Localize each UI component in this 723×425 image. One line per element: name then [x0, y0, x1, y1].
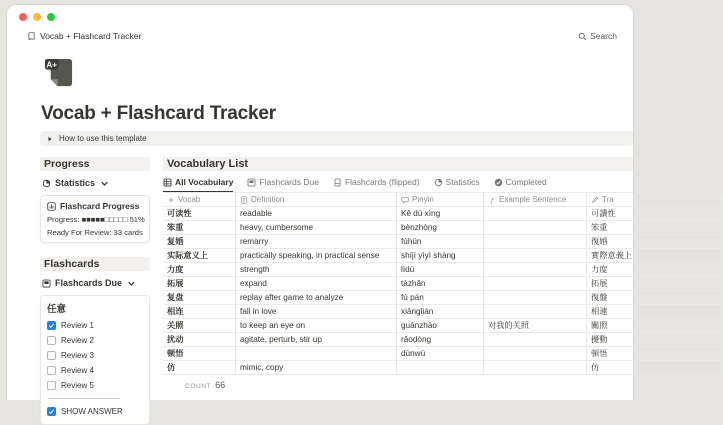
cell-traditional[interactable]: 力度 — [587, 263, 723, 276]
tab-label: Flashcards Due — [259, 177, 319, 187]
page-icon-text: A+ — [46, 60, 58, 70]
breadcrumb[interactable] — [27, 31, 141, 41]
cell-example[interactable] — [484, 235, 587, 248]
cell-pinyin[interactable]: rǎodòng — [397, 333, 484, 346]
cell-traditional[interactable]: 關照 — [587, 319, 723, 332]
close-window-button[interactable] — [19, 13, 27, 21]
cell-traditional[interactable]: 拓展 — [587, 277, 723, 290]
show-answer-checkbox[interactable] — [47, 407, 56, 416]
review-checkbox[interactable] — [47, 366, 56, 375]
cell-vocab[interactable]: 可读性 — [163, 207, 236, 220]
cell-definition[interactable]: remarry — [236, 235, 397, 248]
tab-label: Flashcards (flipped) — [344, 177, 420, 187]
cell-pinyin[interactable]: dùnwù — [397, 347, 484, 360]
cell-definition[interactable]: replay after game to analyze — [236, 291, 397, 304]
speech-icon — [401, 196, 409, 204]
svg-text:ƒ: ƒ — [490, 196, 494, 204]
cell-example[interactable] — [484, 361, 587, 374]
column-label: Tra — [602, 195, 614, 204]
count-row[interactable] — [163, 380, 633, 390]
cell-vocab[interactable]: 力度 — [163, 263, 236, 276]
check-icon — [48, 322, 55, 329]
triangle-right-icon — [47, 136, 53, 142]
page-title: Vocab + Flashcard Tracker — [41, 103, 276, 124]
cell-vocab[interactable]: 仿 — [163, 361, 236, 374]
flashcards-heading: Flashcards — [40, 257, 150, 271]
ready-for-review-text: Ready For Review: 33 cards — [47, 228, 143, 237]
cell-traditional[interactable]: 可讀性 — [587, 207, 723, 220]
tab-statistics[interactable] — [434, 177, 480, 191]
column-header-vocab[interactable] — [163, 193, 236, 206]
window-controls — [19, 13, 55, 21]
divider — [48, 398, 120, 399]
cell-pinyin[interactable]: Kě dú xìng — [397, 207, 484, 220]
column-header-tra[interactable] — [587, 193, 723, 206]
statistics-view-label: Statistics — [55, 178, 96, 188]
column-label: Example Sentence — [499, 195, 567, 204]
table-row — [163, 361, 723, 375]
review-list — [47, 318, 143, 393]
cell-pinyin[interactable]: xiānglián — [397, 305, 484, 318]
table-row — [163, 305, 723, 319]
cell-example[interactable] — [484, 333, 587, 346]
toggle-label: How to use this template — [59, 134, 147, 143]
tab-completed[interactable] — [494, 177, 547, 191]
cell-example[interactable] — [484, 305, 587, 318]
sidebar — [40, 157, 150, 425]
column-header-example-sentence[interactable] — [484, 193, 587, 206]
show-answer-label: SHOW ANSWER — [61, 407, 123, 416]
gallery-icon — [247, 178, 256, 187]
cell-definition[interactable]: readable — [236, 207, 397, 220]
table-row — [163, 249, 723, 263]
cell-pinyin[interactable]: shíjì yìyì shàng — [397, 249, 484, 262]
count-value: 66 — [215, 380, 226, 390]
table-row — [163, 333, 723, 347]
book-icon — [27, 32, 36, 41]
cell-example[interactable] — [484, 249, 587, 262]
minimize-window-button[interactable] — [33, 13, 41, 21]
tab-all-vocabulary[interactable] — [163, 177, 233, 192]
table-body — [163, 207, 723, 375]
bar-chart-icon — [47, 202, 56, 211]
review-label: Review 3 — [61, 351, 94, 360]
show-answer-row[interactable] — [47, 404, 143, 419]
table-row — [163, 207, 723, 221]
review-row[interactable] — [47, 318, 143, 333]
review-row[interactable] — [47, 333, 143, 348]
pie-icon — [434, 178, 443, 187]
review-label: Review 1 — [61, 321, 94, 330]
breadcrumb-label: Vocab + Flashcard Tracker — [40, 31, 142, 41]
cell-traditional[interactable]: 實際意義上 — [587, 249, 723, 262]
cell-vocab[interactable]: 复婚 — [163, 235, 236, 248]
table-row — [163, 221, 723, 235]
review-row[interactable] — [47, 363, 143, 378]
table-icon — [163, 178, 172, 187]
cell-example[interactable] — [484, 207, 587, 220]
search-icon — [578, 32, 587, 41]
doc-icon — [240, 196, 248, 204]
cell-pinyin[interactable]: fùhūn — [397, 235, 484, 248]
cell-definition[interactable] — [236, 347, 397, 360]
table-row — [163, 347, 723, 361]
table-row — [163, 319, 723, 333]
page-icon[interactable] — [43, 57, 74, 90]
cell-traditional[interactable]: 笨重 — [587, 221, 723, 234]
vocabulary-list-heading: Vocabulary List — [163, 157, 633, 171]
review-label: Review 4 — [61, 366, 94, 375]
cell-pinyin[interactable]: guānzhào — [397, 319, 484, 332]
cell-pinyin[interactable]: bènzhòng — [397, 221, 484, 234]
page-flip-icon — [333, 178, 342, 187]
cell-definition[interactable]: expand — [236, 277, 397, 290]
search-button[interactable] — [578, 31, 617, 41]
zoom-window-button[interactable] — [47, 13, 55, 21]
progress-card-title: Flashcard Progress — [60, 201, 140, 211]
pie-icon — [42, 179, 51, 188]
column-label: Vocab — [178, 195, 201, 204]
cell-traditional[interactable]: 擾動 — [587, 333, 723, 346]
cell-definition[interactable]: to keep an eye on — [236, 319, 397, 332]
tab-label: Statistics — [445, 177, 480, 187]
cell-definition[interactable]: agitate, perturb, stir up — [236, 333, 397, 346]
tab-label: Completed — [505, 177, 547, 187]
flashcard-card[interactable] — [40, 295, 150, 425]
cell-vocab[interactable]: 笨重 — [163, 221, 236, 234]
cell-traditional[interactable]: 仿 — [587, 361, 723, 374]
cell-pinyin[interactable]: lìdù — [397, 263, 484, 276]
gallery-icon — [42, 279, 51, 288]
table-row — [163, 263, 723, 277]
column-header-definition[interactable] — [236, 193, 397, 206]
column-label: Definition — [251, 195, 285, 204]
cell-vocab[interactable]: 实际意义上 — [163, 249, 236, 262]
topbar — [7, 27, 633, 45]
vocabulary-table — [163, 193, 633, 375]
chevron-down-icon — [127, 279, 136, 288]
tab-flashcards-flipped[interactable] — [333, 177, 420, 191]
cell-definition[interactable]: practically speaking, in practical sense — [236, 249, 397, 262]
cell-pinyin[interactable]: tàzhǎn — [397, 277, 484, 290]
review-checkbox[interactable] — [47, 336, 56, 345]
cell-pinyin[interactable] — [397, 361, 484, 374]
cell-example[interactable] — [484, 347, 587, 360]
pencil-icon — [591, 196, 599, 204]
review-row[interactable] — [47, 348, 143, 363]
table-row — [163, 291, 723, 305]
formula-icon — [488, 196, 496, 204]
flashcard-progress-card[interactable] — [40, 195, 150, 243]
cell-traditional[interactable]: 復盤 — [587, 291, 723, 304]
flashcards-due-view-link[interactable] — [42, 277, 150, 289]
table-row — [163, 277, 723, 291]
table-header-row — [163, 193, 723, 207]
tab-flashcards-due[interactable] — [247, 177, 319, 191]
cell-vocab[interactable]: 相连 — [163, 305, 236, 318]
review-label: Review 5 — [61, 381, 94, 390]
check-circle-icon — [494, 178, 503, 187]
cell-definition[interactable]: strength — [236, 263, 397, 276]
cell-example[interactable] — [484, 221, 587, 234]
progress-heading: Progress — [40, 157, 150, 171]
check-icon — [48, 408, 55, 415]
column-label: Pinyin — [412, 195, 434, 204]
vocabulary-section — [163, 157, 633, 390]
review-label: Review 2 — [61, 336, 94, 345]
cell-vocab[interactable]: 顿悟 — [163, 347, 236, 360]
cell-example[interactable] — [484, 291, 587, 304]
flashcard-word: 任意 — [47, 304, 67, 315]
table-row — [163, 235, 723, 249]
cell-vocab[interactable]: 复盘 — [163, 291, 236, 304]
cell-vocab[interactable]: 扰动 — [163, 333, 236, 346]
count-label: COUNT — [185, 383, 212, 390]
review-row[interactable] — [47, 378, 143, 393]
chevron-down-icon — [100, 179, 109, 188]
search-label: Search — [590, 31, 617, 41]
cell-pinyin[interactable]: fù pán — [397, 291, 484, 304]
cell-definition[interactable]: mimic, copy — [236, 361, 397, 374]
cell-traditional[interactable]: 復婚 — [587, 235, 723, 248]
cell-definition[interactable]: heavy, cumbersome — [236, 221, 397, 234]
how-to-toggle[interactable] — [40, 131, 633, 146]
title-icon — [167, 196, 175, 204]
app-window — [6, 4, 634, 416]
review-checkbox[interactable] — [47, 381, 56, 390]
statistics-view-link[interactable] — [42, 177, 150, 189]
review-checkbox[interactable] — [47, 321, 56, 330]
cell-definition[interactable]: fall in love — [236, 305, 397, 318]
view-tabs — [163, 177, 633, 193]
cell-vocab[interactable]: 关照 — [163, 319, 236, 332]
cell-example[interactable] — [484, 263, 587, 276]
tab-label: All Vocabulary — [175, 177, 234, 187]
cell-example[interactable] — [484, 277, 587, 290]
review-checkbox[interactable] — [47, 351, 56, 360]
cell-example[interactable]: 对我的关照 — [484, 319, 587, 332]
cell-traditional[interactable]: 相連 — [587, 305, 723, 318]
flashcards-due-view-label: Flashcards Due — [55, 278, 123, 288]
cell-traditional[interactable]: 頓悟 — [587, 347, 723, 360]
cell-vocab[interactable]: 拓展 — [163, 277, 236, 290]
progress-bar-text: Progress: ■■■■■□□□□□ 51% — [47, 215, 145, 224]
column-header-pinyin[interactable] — [397, 193, 484, 206]
